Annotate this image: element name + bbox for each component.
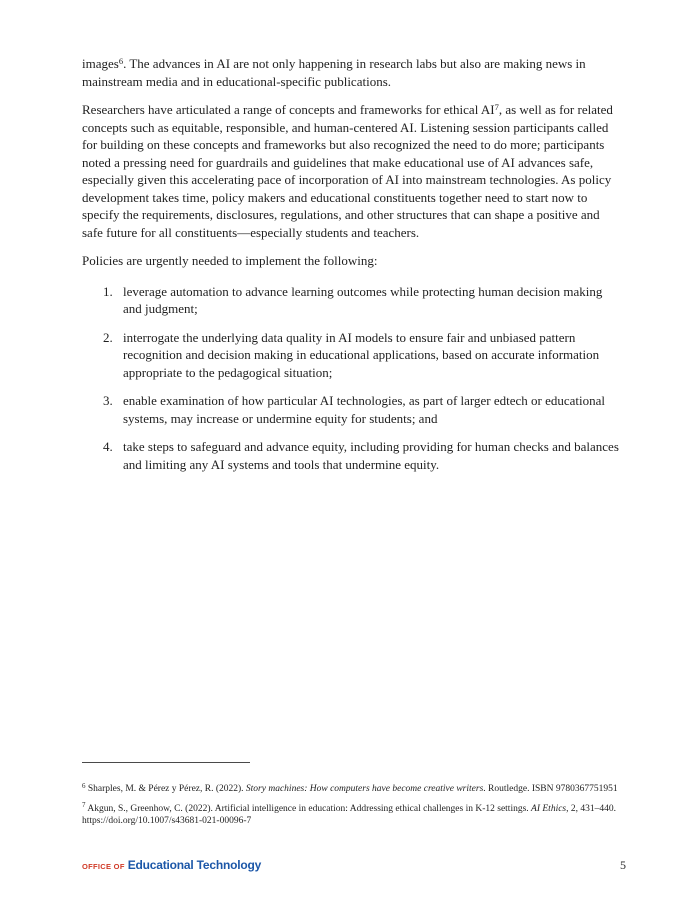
list-item: [82, 329, 622, 382]
footnote-title-italic: Story machines: How computers have become creative writers: [245, 784, 484, 794]
list-item-text: take steps to safeguard and advance equity, including providing for human checks and balances and limiting any AI systems and tools that undermine equity.: [123, 439, 619, 472]
logo-prefix-text: OFFICE OF: [82, 862, 125, 871]
page-number: 5: [620, 858, 626, 872]
paragraph-text: images: [82, 56, 119, 71]
doi-link[interactable]: https://doi.org/10.1007/s43681-021-00096-7: [82, 816, 252, 826]
paragraph-advances-in-ai: [82, 55, 622, 90]
body-text-column: [82, 55, 622, 484]
list-item-text: enable examination of how particular AI technologies, as part of larger edtech or educational systems, may increase or undermine equity for students; and: [123, 393, 606, 426]
list-item-number: 1.: [103, 283, 113, 299]
footnote-reference-7[interactable]: 7: [494, 101, 499, 112]
list-item-number: 2.: [103, 329, 113, 345]
page-footer: [82, 856, 626, 874]
list-item-number: 4.: [103, 439, 113, 454]
list-item: [82, 283, 622, 318]
footnote-text: Akgun, S., Greenhow, C. (2022). Artificial intelligence in education: Addressing ethical challenges in K-12 settings.: [85, 803, 532, 814]
footnotes-section: [82, 762, 622, 835]
list-item-number: 3.: [103, 393, 113, 408]
footnote-reference-6[interactable]: 6: [118, 55, 124, 66]
footnote-6: [82, 783, 622, 796]
footnote-separator-rule: [82, 762, 250, 763]
list-item-text: interrogate the underlying data quality in AI models to ensure fair and unbiased pattern recognition and decision making in educational applications, based on accurate information appropriate to the pedagogical situation;: [123, 329, 600, 380]
paragraph-policies-needed: Policies are urgently needed to implement the following:: [82, 253, 378, 268]
paragraph-researchers-frameworks: [82, 101, 622, 241]
numbered-list: [82, 283, 622, 474]
footnote-marker-6: 6: [82, 781, 86, 790]
list-item-text: leverage automation to advance learning outcomes while protecting human decision making and judgment;: [123, 283, 603, 316]
footnote-journal-italic: AI Ethics: [531, 803, 567, 814]
office-of-educational-technology-logo: [82, 856, 261, 874]
list-item: [82, 438, 622, 473]
footnote-7: [82, 803, 622, 828]
footnote-text: . Routledge. ISBN 9780367751951: [483, 784, 618, 794]
paragraph-text: Researchers have articulated a range of concepts and frameworks for ethical AI: [82, 102, 495, 117]
logo-name-text: Educational Technology: [127, 858, 262, 872]
paragraph-text: , as well as for related concepts such as equitable, responsible, and human-centered AI. Listening session participants called for building on these concepts and frameworks but also recognized the need to do more; participants noted a pressing need for guardrails and guidelines that make educational use of AI advances safe, especially given this accelerating pace of incorporation of AI into mainstream technologies. As policy development takes time, policy makers and educational constituents together need to start now to specify the requirements, disclosures, regulations, and other structures that can shape a positive and safe future for all constituents—especially students and teachers.: [82, 102, 613, 240]
list-item: [82, 392, 622, 427]
paragraph-text: . The advances in AI are not only happening in research labs but also are making news in mainstream media and in educational-specific publications.: [82, 56, 586, 89]
footnote-text: , 2, 431–440.: [566, 803, 616, 814]
footnote-text: Sharples, M. & Pérez y Pérez, R. (2022).: [85, 784, 246, 794]
footnote-marker-7: 7: [82, 801, 86, 809]
